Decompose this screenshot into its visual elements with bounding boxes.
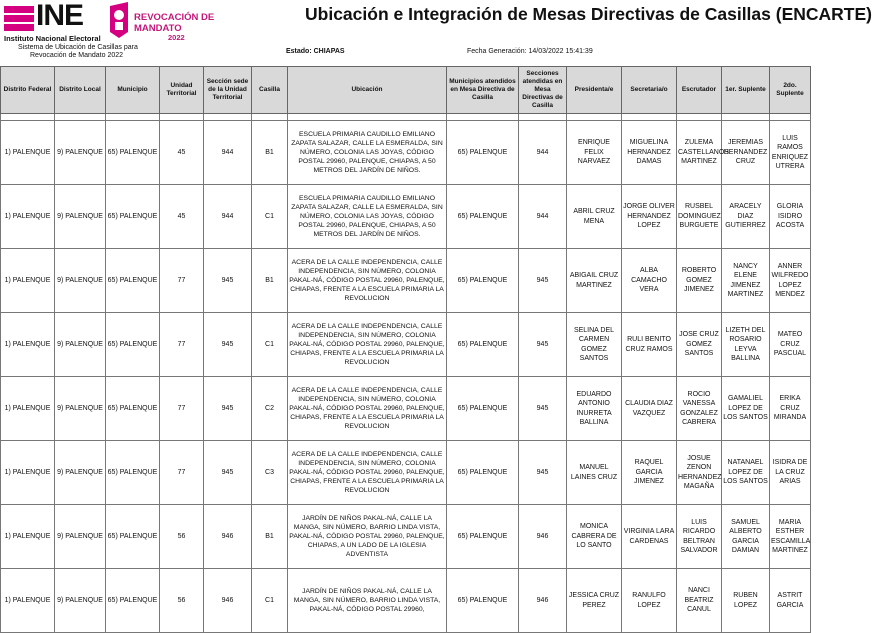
system-name-line1: Sistema de Ubicación de Casillas para: [18, 44, 138, 51]
table-cell-cas: C1: [252, 569, 288, 633]
table-cell-mun_at: 65) PALENQUE: [447, 505, 519, 569]
ine-logo-subtitle: Instituto Nacional Electoral: [4, 34, 101, 43]
table-cell-pres: EDUARDO ANTONIO INURRETA BALLINA: [567, 377, 622, 441]
table-cell-sup1: ARACELY DIAZ GUTIERREZ: [722, 185, 770, 249]
table-cell-df: 1) PALENQUE: [1, 185, 55, 249]
table-cell-secr: VIRGINIA LARA CARDENAS: [622, 505, 677, 569]
table-cell-sup2: ERIKA CRUZ MIRANDA: [770, 377, 811, 441]
table-row: [1, 569, 811, 633]
table-cell-df: 1) PALENQUE: [1, 441, 55, 505]
table-cell-escr: NANCI BEATRIZ CANUL: [677, 569, 722, 633]
table-cell-sup2: LUIS RAMOS ENRIQUEZ UTRERA: [770, 121, 811, 185]
table-cell-mun: 65) PALENQUE: [106, 505, 160, 569]
table-cell-ubic: JARDÍN DE NIÑOS PAKAL-NÁ, CALLE LA MANGA, SIN NÚMERO, BARRIO LINDA VISTA, PAKAL-NÁ, CÓDIGO POSTAL 29960,: [288, 569, 447, 633]
table-cell-escr: JOSUE ZENON HERNANDEZ MAGAÑA: [677, 441, 722, 505]
table-row: [1, 185, 811, 249]
revocacion-logo: [108, 2, 215, 42]
table-cell-sec_at: 944: [519, 121, 567, 185]
table-row: [1, 121, 811, 185]
table-cell-df: 1) PALENQUE: [1, 249, 55, 313]
table-cell-escr: RUSBEL DOMINGUEZ BURGUETE: [677, 185, 722, 249]
table-cell-sec: 945: [204, 313, 252, 377]
document-header: [0, 0, 872, 66]
table-body: [1, 114, 811, 633]
table-cell-cas: B1: [252, 505, 288, 569]
table-cell-ubic: JARDÍN DE NIÑOS PAKAL-NÁ, CALLE LA MANGA, SIN NÚMERO, BARRIO LINDA VISTA, PAKAL-NÁ, CÓDIGO POSTAL 29960, PALENQUE, CHIAPAS, A UN LADO DE LA IGLESIA ADVENTISTA: [288, 505, 447, 569]
table-cell-pres: SELINA DEL CARMEN GOMEZ SANTOS: [567, 313, 622, 377]
table-cell-sec: 944: [204, 185, 252, 249]
table-cell-cas: B1: [252, 121, 288, 185]
table-cell-cas: B1: [252, 249, 288, 313]
table-cell-ut: 45: [160, 185, 204, 249]
revocacion-line1: REVOCACIÓN DE: [134, 12, 215, 23]
table-cell-mun: 65) PALENQUE: [106, 569, 160, 633]
estado-label: Estado: CHIAPAS: [286, 48, 345, 55]
ine-logo: [4, 0, 104, 43]
table-cell-dl: 9) PALENQUE: [55, 505, 106, 569]
table-cell-df: 1) PALENQUE: [1, 377, 55, 441]
table-cell-escr: LUIS RICARDO BELTRAN SALVADOR: [677, 505, 722, 569]
column-header: 2do. Suplente: [770, 67, 811, 114]
table-cell-ut: 77: [160, 313, 204, 377]
table-cell-ubic: ESCUELA PRIMARIA CAUDILLO EMILIANO ZAPATA SALAZAR, CALLE LA ESMERALDA, SIN NÚMERO, COLONIA LAS JOYAS, CÓDIGO POSTAL 29960, PALENQUE, CHIAPAS, A 50 METROS DEL JARDÍN DE NIÑOS.: [288, 185, 447, 249]
table-spacer-row: [1, 114, 811, 121]
generation-date: Fecha Generación: 14/03/2022 15:41:39: [467, 48, 593, 55]
table-cell-escr: ZULEMA CASTELLANOS MARTINEZ: [677, 121, 722, 185]
table-cell-dl: 9) PALENQUE: [55, 377, 106, 441]
table-cell-sup1: GAMALIEL LOPEZ DE LOS SANTOS: [722, 377, 770, 441]
table-cell-sec_at: 945: [519, 313, 567, 377]
ine-logo-icon: [4, 6, 34, 32]
table-cell-sup2: GLORIA ISIDRO ACOSTA: [770, 185, 811, 249]
table-cell-sup2: ASTRIT GARCIA: [770, 569, 811, 633]
table-cell-sec_at: 945: [519, 249, 567, 313]
table-row: [1, 249, 811, 313]
column-header: Unidad Territorial: [160, 67, 204, 114]
table-cell-dl: 9) PALENQUE: [55, 185, 106, 249]
table-cell-cas: C1: [252, 185, 288, 249]
table-cell-sup1: RUBEN LOPEZ: [722, 569, 770, 633]
table-cell-pres: MANUEL LAINES CRUZ: [567, 441, 622, 505]
table-cell-sup2: MATEO CRUZ PASCUAL: [770, 313, 811, 377]
table-cell-ut: 77: [160, 249, 204, 313]
table-cell-sec_at: 945: [519, 441, 567, 505]
table-cell-cas: C3: [252, 441, 288, 505]
table-row: [1, 441, 811, 505]
table-cell-sup1: JEREMIAS HERNANDEZ CRUZ: [722, 121, 770, 185]
table-cell-sup2: ANNER WILFREDO LOPEZ MENDEZ: [770, 249, 811, 313]
table-cell-mun: 65) PALENQUE: [106, 249, 160, 313]
column-header: Escrutador: [677, 67, 722, 114]
encarte-table: [0, 66, 811, 633]
table-cell-ubic: ACERA DE LA CALLE INDEPENDENCIA, CALLE INDEPENDENCIA, SIN NÚMERO, COLONIA PAKAL-NÁ, CÓDIGO POSTAL 29960, PALENQUE, CHIAPAS, FRENTE A LA ESCUELA PRIMARIA LA REVOLUCION: [288, 377, 447, 441]
table-cell-escr: ROBERTO GOMEZ JIMENEZ: [677, 249, 722, 313]
table-cell-mun_at: 65) PALENQUE: [447, 377, 519, 441]
table-cell-secr: CLAUDIA DIAZ VAZQUEZ: [622, 377, 677, 441]
table-cell-ut: 45: [160, 121, 204, 185]
table-cell-dl: 9) PALENQUE: [55, 313, 106, 377]
column-header: 1er. Suplente: [722, 67, 770, 114]
table-cell-sup1: NANCY ELENE JIMENEZ MARTINEZ: [722, 249, 770, 313]
table-cell-ubic: ACERA DE LA CALLE INDEPENDENCIA, CALLE INDEPENDENCIA, SIN NÚMERO, COLONIA PAKAL-NÁ, CÓDIGO POSTAL 29960, PALENQUE, CHIAPAS, FRENTE A LA ESCUELA PRIMARIA LA REVOLUCION: [288, 249, 447, 313]
table-cell-dl: 9) PALENQUE: [55, 441, 106, 505]
table-cell-mun_at: 65) PALENQUE: [447, 121, 519, 185]
table-cell-secr: MIGUELINA HERNANDEZ DAMAS: [622, 121, 677, 185]
table-cell-dl: 9) PALENQUE: [55, 121, 106, 185]
table-cell-ut: 56: [160, 569, 204, 633]
table-cell-ubic: ESCUELA PRIMARIA CAUDILLO EMILIANO ZAPATA SALAZAR, CALLE LA ESMERALDA, SIN NÚMERO, COLONIA LAS JOYAS, CÓDIGO POSTAL 29960, PALENQUE, CHIAPAS, A 50 METROS DEL JARDÍN DE NIÑOS.: [288, 121, 447, 185]
table-cell-sup1: SAMUEL ALBERTO GARCIA DAMIAN: [722, 505, 770, 569]
table-cell-ut: 77: [160, 377, 204, 441]
table-cell-sec_at: 946: [519, 505, 567, 569]
table-cell-cas: C2: [252, 377, 288, 441]
table-cell-sup2: ISIDRA DE LA CRUZ ARIAS: [770, 441, 811, 505]
table-cell-df: 1) PALENQUE: [1, 121, 55, 185]
table-row: [1, 377, 811, 441]
column-header: Distrito Federal: [1, 67, 55, 114]
column-header: Secretaria/o: [622, 67, 677, 114]
table-cell-mun: 65) PALENQUE: [106, 441, 160, 505]
table-cell-secr: RANULFO LOPEZ: [622, 569, 677, 633]
column-header: Secciones atendidas en Mesa Directivas de Casilla: [519, 67, 567, 114]
revocacion-year: 2022: [168, 33, 185, 42]
table-cell-df: 1) PALENQUE: [1, 313, 55, 377]
system-name-line2: Revocación de Mandato 2022: [30, 52, 124, 59]
table-cell-dl: 9) PALENQUE: [55, 249, 106, 313]
table-cell-pres: JESSICA CRUZ PEREZ: [567, 569, 622, 633]
table-cell-secr: JORGE OLIVER HERNANDEZ LOPEZ: [622, 185, 677, 249]
column-header: Municipio: [106, 67, 160, 114]
table-cell-mun: 65) PALENQUE: [106, 313, 160, 377]
table-cell-sec: 946: [204, 569, 252, 633]
table-cell-sec: 944: [204, 121, 252, 185]
column-header: Municipios atendidos en Mesa Directiva de Casilla: [447, 67, 519, 114]
table-cell-sec: 945: [204, 441, 252, 505]
table-cell-mun_at: 65) PALENQUE: [447, 185, 519, 249]
table-cell-secr: RAQUEL GARCIA JIMENEZ: [622, 441, 677, 505]
table-cell-ut: 56: [160, 505, 204, 569]
table-cell-df: 1) PALENQUE: [1, 569, 55, 633]
table-cell-cas: C1: [252, 313, 288, 377]
table-cell-secr: ALBA CAMACHO VERA: [622, 249, 677, 313]
column-header: Ubicación: [288, 67, 447, 114]
table-header-row: [1, 67, 811, 114]
table-cell-sec: 946: [204, 505, 252, 569]
table-cell-escr: JOSE CRUZ GOMEZ SANTOS: [677, 313, 722, 377]
table-cell-mun_at: 65) PALENQUE: [447, 441, 519, 505]
table-cell-pres: ABIGAIL CRUZ MARTINEZ: [567, 249, 622, 313]
table-cell-sec_at: 944: [519, 185, 567, 249]
table-cell-pres: ABRIL CRUZ MENA: [567, 185, 622, 249]
table-cell-sup2: MARIA ESTHER ESCAMILLA MARTINEZ: [770, 505, 811, 569]
table-cell-ubic: ACERA DE LA CALLE INDEPENDENCIA, CALLE INDEPENDENCIA, SIN NÚMERO, COLONIA PAKAL-NÁ, CÓDIGO POSTAL 29960, PALENQUE, CHIAPAS, FRENTE A LA ESCUELA PRIMARIA LA REVOLUCION: [288, 441, 447, 505]
table-cell-pres: ENRIQUE FELIX NARVAEZ: [567, 121, 622, 185]
table-cell-ubic: ACERA DE LA CALLE INDEPENDENCIA, CALLE INDEPENDENCIA, SIN NÚMERO, COLONIA PAKAL-NÁ, CÓDIGO POSTAL 29960, PALENQUE, CHIAPAS, FRENTE A LA ESCUELA PRIMARIA LA REVOLUCION: [288, 313, 447, 377]
table-cell-mun: 65) PALENQUE: [106, 185, 160, 249]
column-header: Distrito Local: [55, 67, 106, 114]
table-cell-mun_at: 65) PALENQUE: [447, 569, 519, 633]
table-cell-sec: 945: [204, 377, 252, 441]
table-cell-df: 1) PALENQUE: [1, 505, 55, 569]
table-row: [1, 313, 811, 377]
table-cell-mun_at: 65) PALENQUE: [447, 313, 519, 377]
table-cell-pres: MONICA CABRERA DE LO SANTO: [567, 505, 622, 569]
table-row: [1, 505, 811, 569]
table-cell-mun: 65) PALENQUE: [106, 377, 160, 441]
ine-logo-word: INE: [36, 0, 84, 32]
table-cell-ut: 77: [160, 441, 204, 505]
column-header: Casilla: [252, 67, 288, 114]
table-cell-sec_at: 945: [519, 377, 567, 441]
column-header: Presidenta/e: [567, 67, 622, 114]
table-cell-mun: 65) PALENQUE: [106, 121, 160, 185]
table-cell-sup1: LIZETH DEL ROSARIO LEYVA BALLINA: [722, 313, 770, 377]
table-cell-escr: ROCIO VANESSA GONZALEZ CABRERA: [677, 377, 722, 441]
table-cell-dl: 9) PALENQUE: [55, 569, 106, 633]
revocacion-line2: MANDATO: [134, 23, 182, 34]
table-cell-mun_at: 65) PALENQUE: [447, 249, 519, 313]
table-cell-secr: RULI BENITO CRUZ RAMOS: [622, 313, 677, 377]
table-cell-sec: 945: [204, 249, 252, 313]
column-header: Sección sede de la Unidad Territorial: [204, 67, 252, 114]
revocacion-badge-icon: [108, 2, 130, 38]
table-cell-sec_at: 946: [519, 569, 567, 633]
table-cell-sup1: NATANAEL LOPEZ DE LOS SANTOS: [722, 441, 770, 505]
page-title: Ubicación e Integración de Mesas Directivas de Casillas (ENCARTE): [305, 4, 872, 24]
